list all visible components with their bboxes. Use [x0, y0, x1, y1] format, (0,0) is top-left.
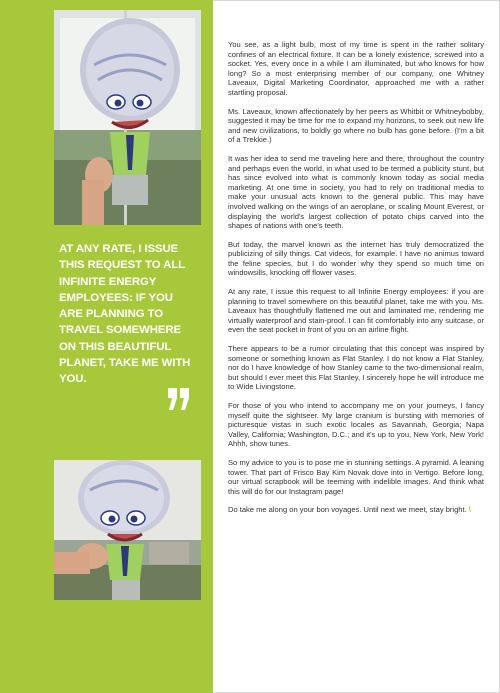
article-paragraph: For those of you who intend to accompany me on your journeys, I fancy myself quite the sightseer. My large cranium is bursting with memories of picturesque vistas in such exotic locales as Savannah, Georgia; Napa Valley, California; Washington, D.C.; and it's up to you, New York, New York! Ahhh, show tunes. — [228, 401, 484, 449]
article-paragraph: Ms. Laveaux, known affectionately by her peers as Whitbit or Whitneybobby, suggested it may be time for me to expand my horizons, to seek out new life and new civilizations, to boldly go where no bulb has gone before. (I'm a bit of a Trekkie.) — [228, 106, 484, 145]
article-paragraph: So my advice to you is to pose me in stunning settings. A pyramid. A leaning tower. That part of Frisco Bay Kim Novak dove into in Vertigo. Before long, our virtual scrapbook will be teeming with indelible images. And think what this will do for our Instagram page! — [228, 457, 484, 496]
end-mark-icon: \ — [468, 505, 471, 515]
article-paragraph: There appears to be a rumor circulating that this concept was inspired by someone or something known as Flat Stanley. I do not know a Flat Stanley, nor do I have knowledge of how Stanley came to the two-dimensional realm, but should I ever meet this Flat Stanley, I sincerely hope he will introduce me to Wide Livingstone. — [228, 344, 484, 392]
photo-bulb-window — [54, 10, 201, 225]
article-body — [228, 40, 484, 524]
article-paragraph: At any rate, I issue this request to all Infinite Energy employees: if you are planning to travel somewhere on this beautiful planet, take me with you. Ms. Laveaux has thoughtfully flattened me out and laminated me, rendering me virtually waterproof and stain-proof. I can fit comfortably into any suitcase, or even the seat pocket in front of you on an airline flight. — [228, 287, 484, 335]
article-paragraph: You see, as a light bulb, most of my time is spent in the rather solitary confines of an electrical fixture. It can be a lonely existence, screwed into a socket. Yes, every once in a while I am illuminated, but who knows for how long? So a most enterprising member of our company, one Whitney Laveaux, Digital Marketing Coordinator, approached me with a rather startling proposal. — [228, 40, 484, 97]
closing-paragraph-text: Do take me along on your bon voyages. Until next we meet, stay bright. — [228, 505, 467, 515]
article-paragraph: It was her idea to send me traveling here and there, throughout the country and perhaps even the world, in what used to be termed a publicity stunt, but has since evolved into what is commonly known today as social media marketing. At one time in society, you had to rely on traditional media to make your unusual acts known to the general public. This may have involved walking on the wings of an aeroplane, or scaling Mount Everest, or displaying the world's largest collection of potato chips carved into the shapes of nations with one's teeth. — [228, 153, 484, 231]
article-paragraph: But today, the marvel known as the internet has truly democratized the publicizing of silly things. Cat videos, for example. I have no animus toward the feline species, but I do wonder why they spend so much time on windowsills, knocking off flower vases. — [228, 239, 484, 278]
article-paragraph-final — [228, 505, 484, 515]
photo-bulb-outdoors — [54, 460, 201, 600]
closing-quote-icon — [166, 386, 192, 412]
pull-quote: AT ANY RATE, I ISSUE THIS REQUEST TO ALL INFINITE ENERGY EMPLOYEES: IF YOU ARE PLANNING TO TRAVEL SOMEWHERE ON THIS BEAUTIFUL PLANET, TAKE ME WITH YOU. — [59, 243, 191, 386]
